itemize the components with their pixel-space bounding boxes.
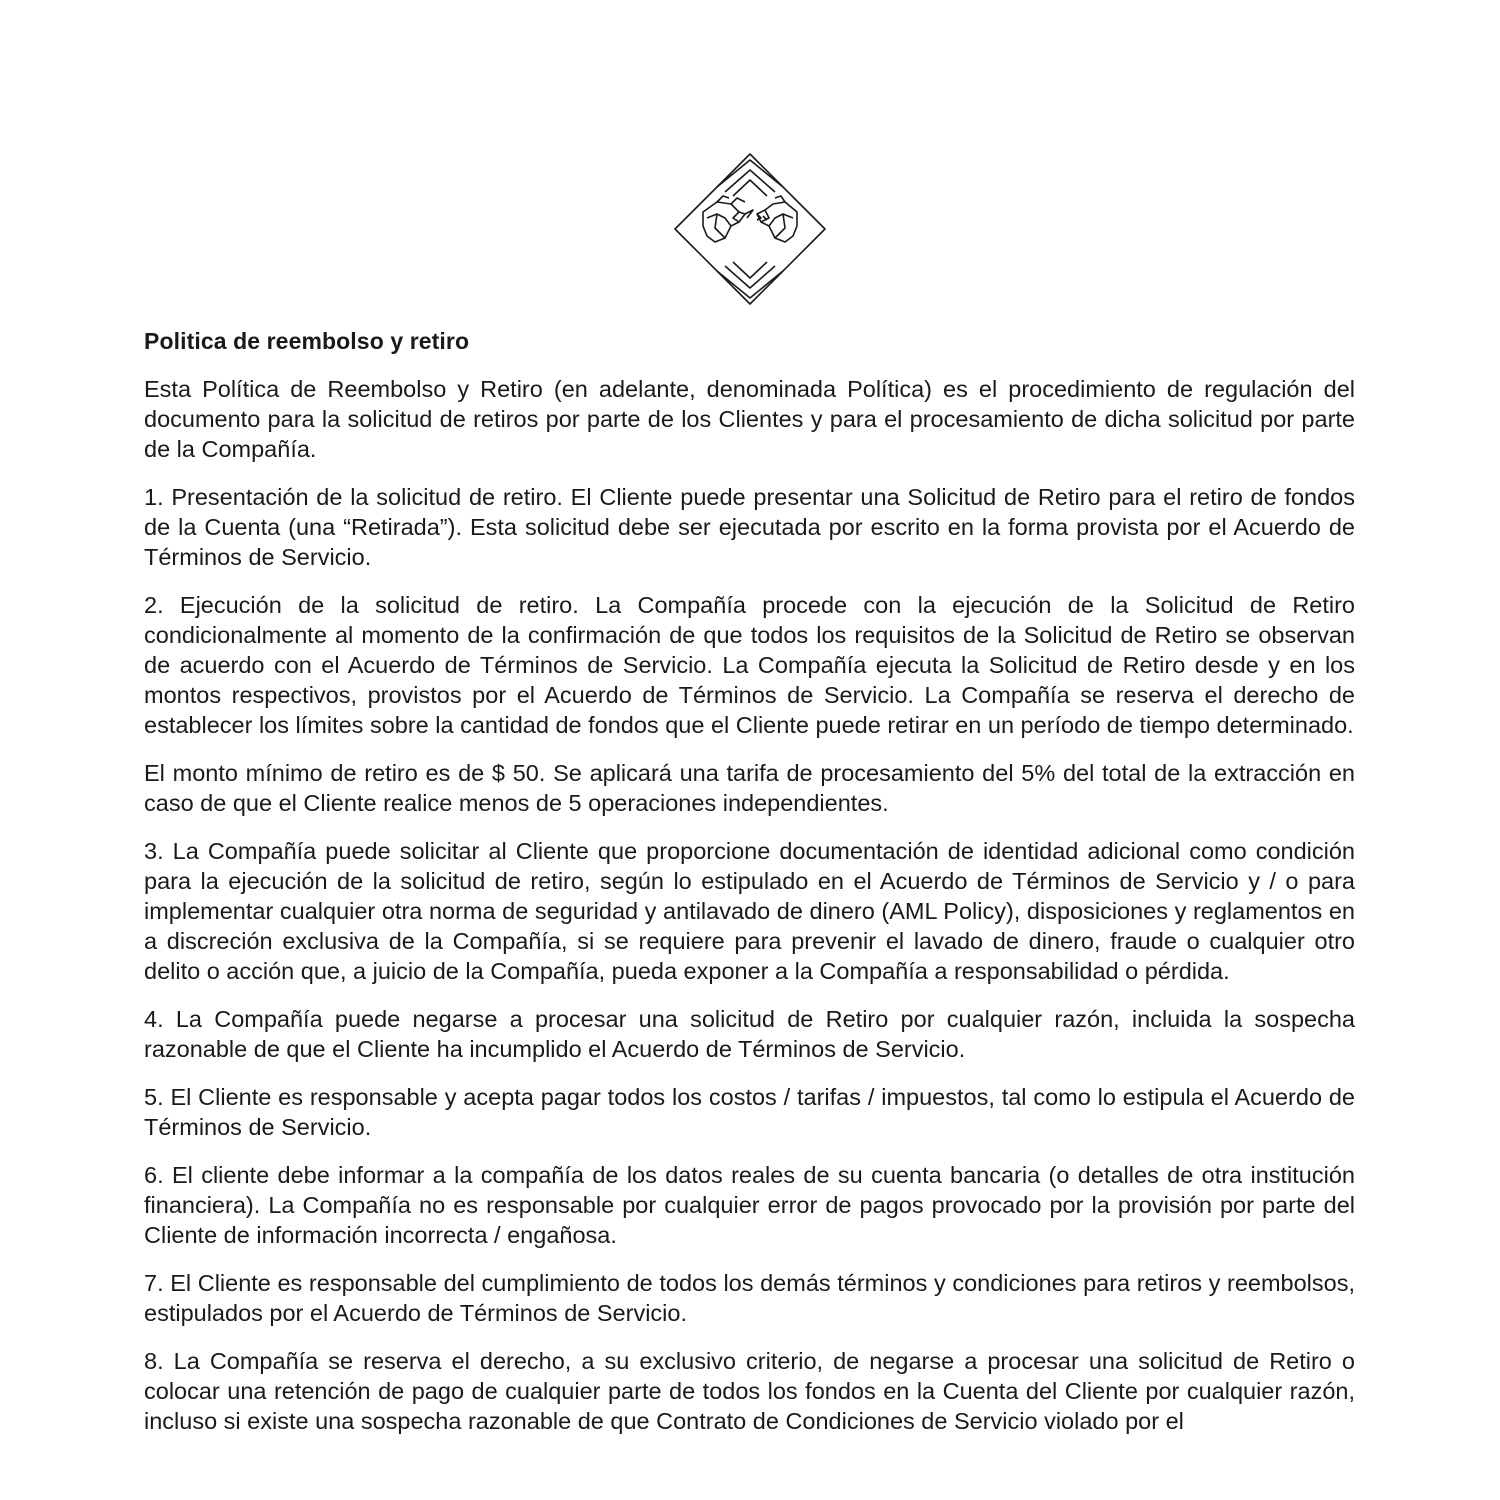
clause-8-paragraph: 8. La Compañía se reserva el derecho, a su exclusivo criterio, de negarse a procesar una solicitud de Retiro o colocar una retención de pago de cualquier parte de todos los fondos en la Cuenta del Cliente por cualquier razón, incluso si existe una sospecha razonable de que Contrato de Condiciones de Servicio violado por el [144,1348,1355,1434]
clause-5-paragraph: 5. El Cliente es responsable y acepta pagar todos los costos / tarifas / impuestos, tal como lo estipula el Acuerdo de Términos de Servicio. [144,1084,1355,1140]
clause-1-paragraph: 1. Presentación de la solicitud de retiro. El Cliente puede presentar una Solicitud de Retiro para el retiro de fondos de la Cuenta (una “Retirada”). Esta solicitud debe ser ejecutada por escrito en la forma provista por el Acuerdo de Términos de Servicio. [144,484,1355,570]
intro-paragraph: Esta Política de Reembolso y Retiro (en adelante, denominada Política) es el procedimiento de regulación del documento para la solicitud de retiros por parte de los Clientes y para el procesamiento de dicha solicitud por parte de la Compañía. [144,376,1355,462]
document-body [144,326,1355,1454]
page-title: Politica de reembolso y retiro [144,328,470,354]
clause-4-paragraph: 4. La Compañía puede negarse a procesar una solicitud de Retiro por cualquier razón, incluida la sospecha razonable de que el Cliente ha incumplido el Acuerdo de Términos de Servicio. [144,1006,1355,1062]
bull-bear-logo-icon [673,152,827,306]
clause-7-paragraph: 7. El Cliente es responsable del cumplimiento de todos los demás términos y condiciones para retiros y reembolsos, estipulados por el Acuerdo de Términos de Servicio. [144,1270,1355,1326]
clause-2-paragraph: 2. Ejecución de la solicitud de retiro. La Compañía procede con la ejecución de la Solicitud de Retiro condicionalmente al momento de la confirmación de que todos los requisitos de la Solicitud de Retiro se observan de acuerdo con el Acuerdo de Términos de Servicio. La Compañía ejecuta la Solicitud de Retiro desde y en los montos respectivos, provistos por el Acuerdo de Términos de Servicio. La Compañía se reserva el derecho de establecer los límites sobre la cantidad de fondos que el Cliente puede retirar en un período de tiempo determinado. [144,592,1355,738]
clause-3-paragraph: 3. La Compañía puede solicitar al Cliente que proporcione documentación de identidad adicional como condición para la ejecución de la solicitud de retiro, según lo estipulado en el Acuerdo de Términos de Servicio y / o para implementar cualquier otra norma de seguridad y antilavado de dinero (AML Policy), disposiciones y reglamentos en a discreción exclusiva de la Compañía, si se requiere para prevenir el lavado de dinero, fraude o cualquier otro delito o acción que, a juicio de la Compañía, pueda exponer a la Compañía a responsabilidad o pérdida. [144,838,1355,984]
clause-6-paragraph: 6. El cliente debe informar a la compañía de los datos reales de su cuenta bancaria (o detalles de otra institución financiera). La Compañía no es responsable por cualquier error de pagos provocado por la provisión por parte del Cliente de información incorrecta / engañosa. [144,1162,1355,1248]
minimum-withdrawal-paragraph: El monto mínimo de retiro es de $ 50. Se aplicará una tarifa de procesamiento del 5% del total de la extracción en caso de que el Cliente realice menos de 5 operaciones independientes. [144,760,1355,816]
